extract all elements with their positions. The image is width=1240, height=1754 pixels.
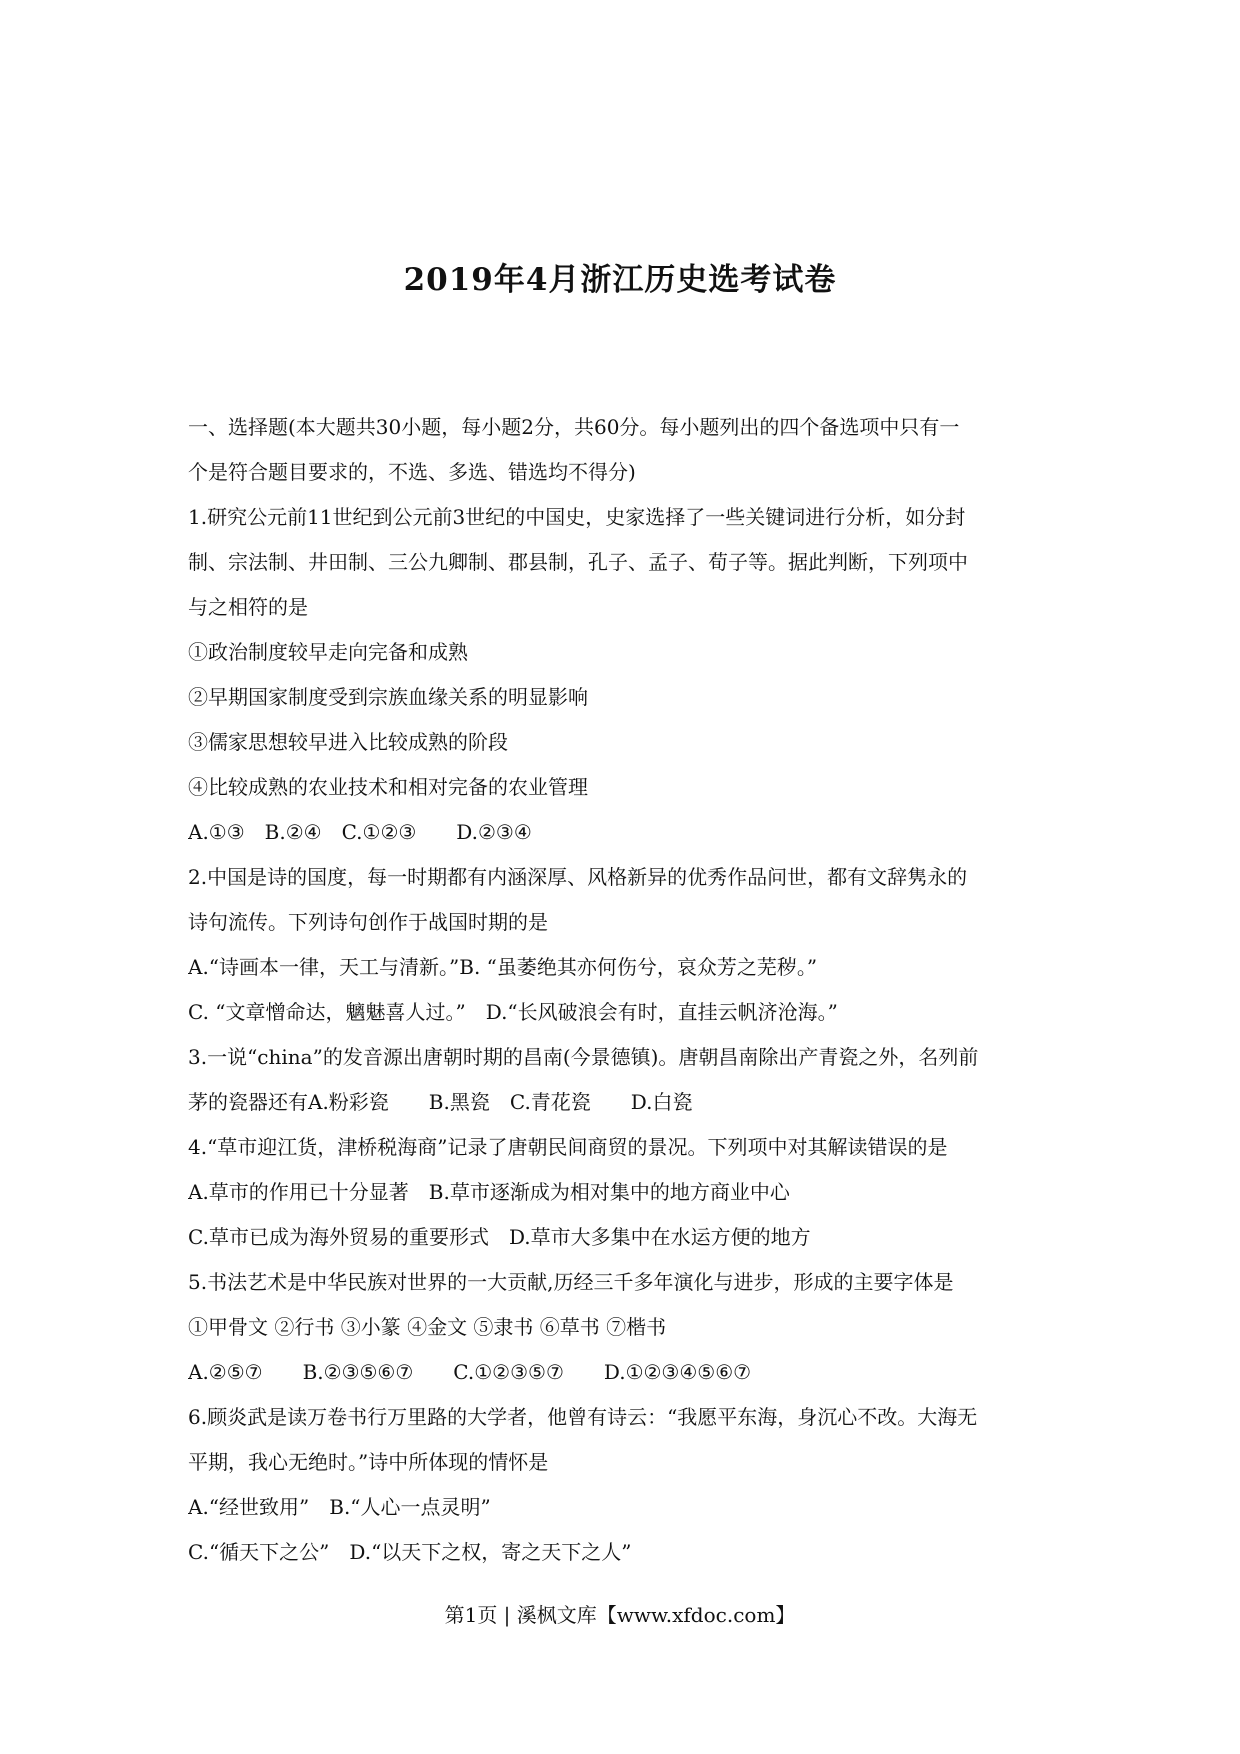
text-line: C. “文章憎命达，魑魅喜人过。” D.“长风破浪会有时，直挂云帆济沧海。” — [188, 1000, 838, 1024]
page-footer: 第1页 | 溪枫文库【www.xfdoc.com】 — [444, 1603, 796, 1627]
text-line: 制、宗法制、井田制、三公九卿制、郡县制，孔子、孟子、荀子等。据此判断，下列项中 — [188, 550, 968, 574]
text-line: ④比较成熟的农业技术和相对完备的农业管理 — [188, 775, 588, 799]
text-line: 1.研究公元前11世纪到公元前3世纪的中国史，史家选择了一些关键词进行分析，如分封 — [188, 505, 966, 529]
text-line: 平期，我心无绝时。”诗中所体现的情怀是 — [188, 1450, 549, 1474]
text-line: ③儒家思想较早进入比较成熟的阶段 — [188, 730, 508, 754]
text-line: 茅的瓷器还有A.粉彩瓷 B.黑瓷 C.青花瓷 D.白瓷 — [188, 1090, 693, 1114]
text-line: ①政治制度较早走向完备和成熟 — [188, 640, 468, 664]
text-line: 一、选择题(本大题共30小题，每小题2分，共60分。每小题列出的四个备选项中只有一 — [188, 415, 960, 439]
text-line: A.“经世致用” B.“人心一点灵明” — [188, 1495, 491, 1519]
text-line: 4.“草市迎江货，津桥税海商”记录了唐朝民间商贸的景况。下列项中对其解读错误的是 — [188, 1135, 948, 1159]
text-line: A.“诗画本一律，天工与清新。”B. “虽萎绝其亦何伤兮，哀众芳之芜秽。” — [188, 955, 818, 979]
text-line: ①甲骨文 ②行书 ③小篆 ④金文 ⑤隶书 ⑥草书 ⑦楷书 — [188, 1315, 667, 1339]
text-line: 个是符合题目要求的，不选、多选、错选均不得分) — [188, 460, 636, 484]
text-line: ②早期国家制度受到宗族血缘关系的明显影响 — [188, 685, 588, 709]
page-title: 2019年4月浙江历史选考试卷 — [403, 262, 837, 298]
text-line: C.“循天下之公” D.“以天下之权，寄之天下之人” — [188, 1540, 632, 1564]
text-line: 6.顾炎武是读万卷书行万里路的大学者，他曾有诗云：“我愿平东海，身沉心不改。大海无 — [188, 1405, 978, 1429]
text-line: A.草市的作用已十分显著 B.草市逐渐成为相对集中的地方商业中心 — [188, 1180, 790, 1204]
question-body — [188, 405, 1068, 1575]
text-line: A.②⑤⑦ B.②③⑤⑥⑦ C.①②③⑤⑦ D.①②③④⑤⑥⑦ — [188, 1360, 752, 1384]
text-line: C.草市已成为海外贸易的重要形式 D.草市大多集中在水运方便的地方 — [188, 1225, 811, 1249]
text-line: A.①③ B.②④ C.①②③ D.②③④ — [188, 820, 532, 844]
text-line: 2.中国是诗的国度，每一时期都有内涵深厚、风格新异的优秀作品问世，都有文辞隽永的 — [188, 865, 968, 889]
text-line: 5.书法艺术是中华民族对世界的一大贡献,历经三千多年演化与进步，形成的主要字体是 — [188, 1270, 954, 1294]
text-line: 诗句流传。下列诗句创作于战国时期的是 — [188, 910, 548, 934]
text-line: 与之相符的是 — [188, 595, 308, 619]
text-line: 3.一说“china”的发音源出唐朝时期的昌南(今景德镇)。唐朝昌南除出产青瓷之外，名列前 — [188, 1045, 979, 1069]
